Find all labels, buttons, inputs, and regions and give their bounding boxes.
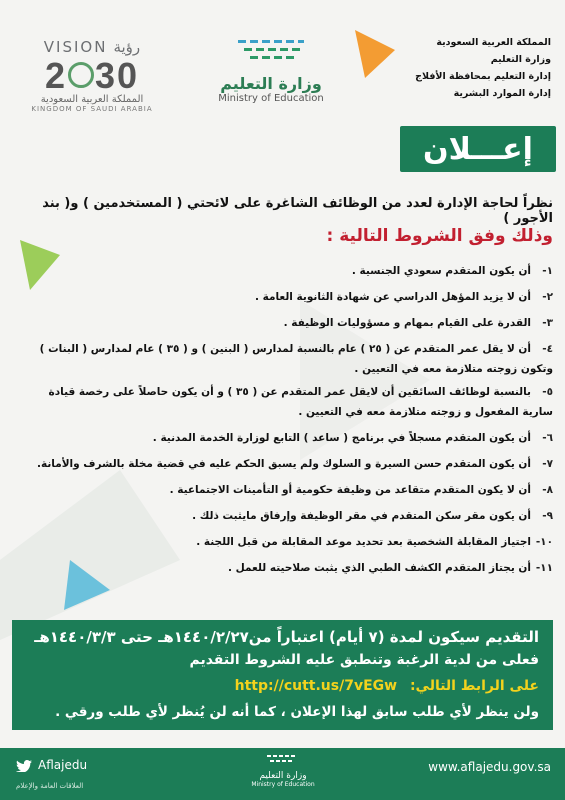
condition-item bbox=[23, 529, 553, 555]
condition-text: أن يكون مقر سكن المتقدم في مقر الوظيفة وإرفاق مايثبت ذلك . bbox=[192, 510, 531, 522]
footer-bar bbox=[0, 748, 565, 800]
moe-name-en: Ministry of Education bbox=[218, 93, 324, 104]
application-link[interactable]: http://cutt.us/7vEGw bbox=[234, 678, 398, 694]
notice-eligibility: فعلى من لدية الرغبة وتنطبق عليه الشروط التقديم bbox=[189, 652, 539, 668]
condition-item bbox=[23, 310, 553, 336]
notice-disclaimer: ولن ينظر لأي طلب سابق لهذا الإعلان ، كما أنه لن يُنظر لأي طلب ورقي . bbox=[55, 704, 539, 720]
ministry-header bbox=[391, 34, 551, 102]
condition-text: أن لا يزيد المؤهل الدراسي عن شهادة الثانوية العامة . bbox=[254, 291, 531, 303]
condition-item bbox=[23, 284, 553, 310]
condition-text: القدرة على القيام بمهام و مسؤوليات الوظيفة . bbox=[283, 317, 531, 329]
condition-item bbox=[23, 555, 553, 581]
conditions-list bbox=[23, 258, 553, 581]
condition-text: أن يكون المتقدم حسن السيرة و السلوك ولم يسبق الحكم عليه في قضية مخلة بالشرف والأمانة. bbox=[36, 458, 531, 470]
application-notice-box bbox=[12, 620, 553, 730]
ministry-line: المملكة العربية السعودية bbox=[436, 37, 551, 48]
footer-moe-icon bbox=[266, 753, 300, 767]
condition-number: ٤- bbox=[542, 343, 553, 355]
condition-number: ٨- bbox=[542, 484, 553, 496]
condition-text: أن يكون المتقدم سعودي الجنسية . bbox=[351, 265, 531, 277]
vision-2030-logo bbox=[22, 38, 162, 120]
condition-text: أن لا يكون المتقدم متقاعد من وظيفة حكومية أو التأمينات الاجتماعية . bbox=[169, 484, 531, 496]
notice-period: التقديم سيكون لمدة (٧ أيام) اعتباراً من١٤٤٠/٢/٢٧هـ حتى ١٤٤٠/٣/٣هـ bbox=[34, 628, 539, 646]
condition-number: ٧- bbox=[542, 458, 553, 470]
condition-number: ١١- bbox=[535, 562, 553, 574]
announcement-title-bar bbox=[400, 126, 556, 172]
condition-text: اجتياز المقابلة الشخصية بعد تحديد موعد المقابلة من قبل اللجنة . bbox=[196, 536, 531, 548]
condition-item bbox=[23, 258, 553, 284]
intro-text: نظراً لحاجة الإدارة لعدد من الوظائف الشاغرة على لائحتي ( المستخدمين ) و( بند الأجور ) bbox=[42, 196, 553, 226]
ministry-line: وزارة التعليم bbox=[490, 54, 551, 65]
condition-text: بالنسبة لوظائف السائقين أن لايقل عمر المتقدم عن ( ٣٥ ) و أن يكون حاصلاً على رخصة قيادة سارية المفعول و زوجته متلازمة معه في التعيين . bbox=[48, 386, 553, 418]
footer-moe-en: Ministry of Education bbox=[251, 781, 315, 788]
announcement-title: إعـــلان bbox=[423, 131, 533, 167]
footer-moe-logo bbox=[246, 752, 320, 788]
condition-number: ١- bbox=[542, 265, 553, 277]
notice-link-line bbox=[235, 678, 539, 694]
twitter-icon bbox=[16, 760, 32, 772]
condition-item bbox=[23, 477, 553, 503]
twitter-handle[interactable] bbox=[16, 758, 87, 772]
footer-moe-ar: وزارة التعليم bbox=[259, 771, 307, 781]
ministry-line: إدارة التعليم بمحافظة الأفلاج bbox=[415, 71, 551, 82]
footer-website-link[interactable]: www.aflajedu.gov.sa bbox=[428, 760, 551, 774]
moe-logo-icon bbox=[236, 36, 306, 66]
vision-country-ar: المملكة العربية السعودية bbox=[40, 94, 144, 105]
condition-number: ٢- bbox=[542, 291, 553, 303]
condition-text: أن لا يقل عمر المتقدم عن ( ٢٥ ) عام بالنسبة لمدارس ( البنين ) و ( ٣٥ ) عام لمدارس ( البنات ) وتكون زوجته متلازمة معه في التعيين . bbox=[39, 343, 553, 375]
condition-item bbox=[23, 425, 553, 451]
footer-department: العلاقات العامة والإعلام bbox=[16, 782, 84, 790]
condition-number: ٦- bbox=[542, 432, 553, 444]
condition-number: ٥- bbox=[542, 386, 553, 398]
moe-logo bbox=[212, 36, 330, 128]
vision-word: VISION bbox=[43, 38, 108, 56]
condition-text: أن يجتاز المتقدم الكشف الطبي الذي يثبت صلاحيته للعمل . bbox=[228, 562, 531, 574]
condition-item bbox=[23, 382, 553, 422]
moe-name-ar: وزارة التعليم bbox=[220, 74, 322, 93]
twitter-handle-text: Aflajedu bbox=[38, 758, 88, 772]
vision-year: 2 30 bbox=[44, 55, 140, 96]
vision-word-ar: رؤية bbox=[113, 38, 141, 56]
condition-text: أن يكون المتقدم مسجلاً في برنامج ( ساعد ) التابع لوزارة الخدمة المدنية . bbox=[152, 432, 531, 444]
condition-number: ١٠- bbox=[535, 536, 553, 548]
condition-item bbox=[23, 503, 553, 529]
condition-item bbox=[23, 451, 553, 477]
vision-country-en: KINGDOM OF SAUDI ARABIA bbox=[31, 105, 153, 113]
conditions-heading: وذلك وفق الشروط التالية : bbox=[326, 226, 553, 246]
condition-number: ٩- bbox=[542, 510, 553, 522]
condition-number: ٣- bbox=[542, 317, 553, 329]
condition-item bbox=[23, 339, 553, 379]
notice-link-label: على الرابط التالي: bbox=[409, 678, 539, 694]
ministry-line: إدارة الموارد البشرية bbox=[453, 88, 551, 99]
